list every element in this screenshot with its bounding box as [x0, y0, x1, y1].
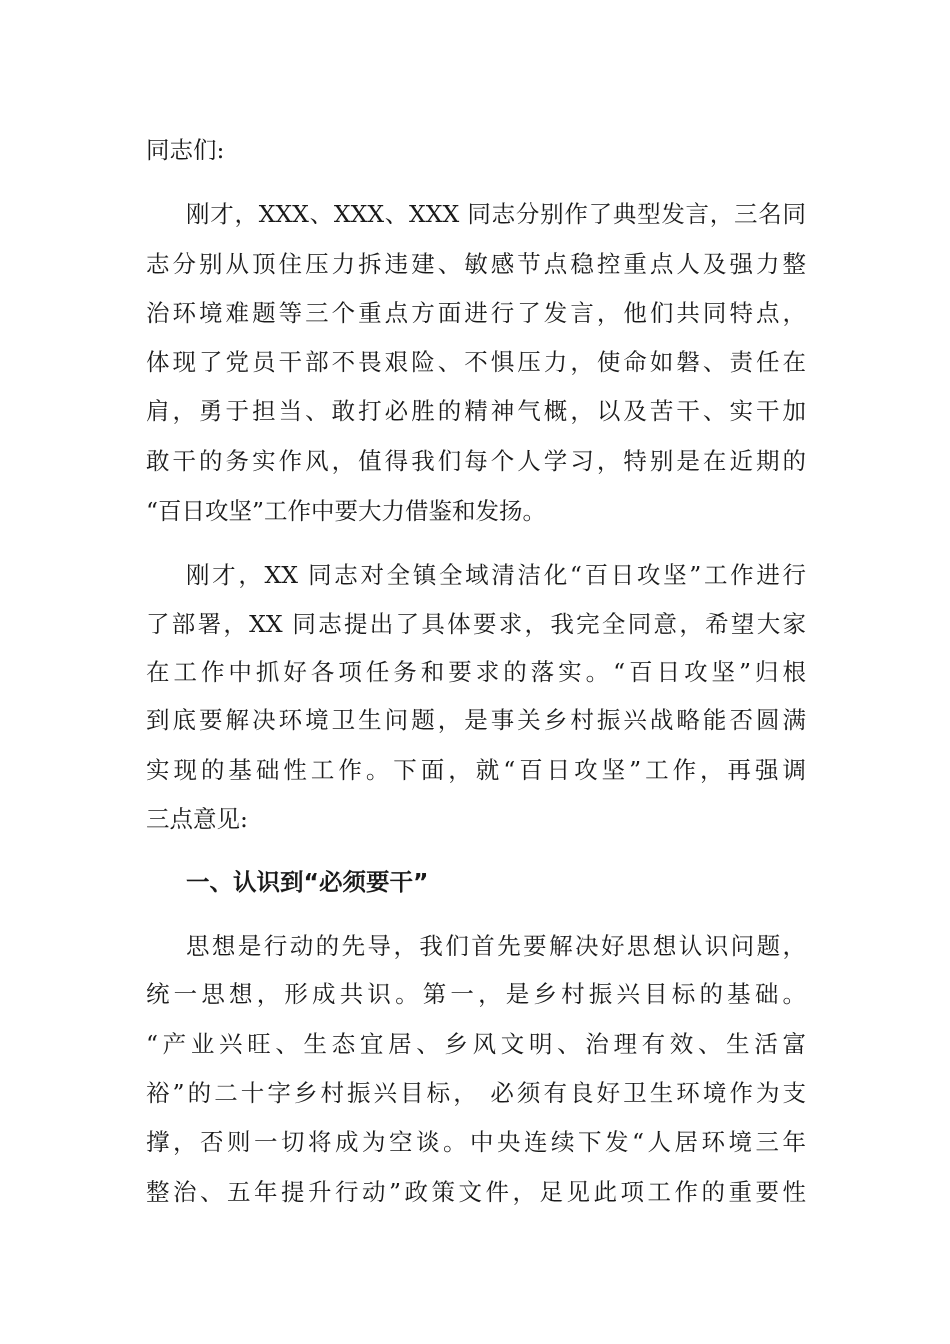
paragraph-1-line-2: 志分别从顶住压力拆违建、敏感节点稳控重点人及强力整 — [146, 250, 806, 278]
paragraph-3-line-6: 整治、五年提升行动”政策文件，足见此项工作的重要性 — [146, 1178, 806, 1206]
paragraph-2-line-6: 三点意见: — [146, 805, 248, 833]
paragraph-2-line-5: 实现的基础性工作。下面，就“百日攻坚”工作，再强调 — [146, 756, 806, 784]
paragraph-2-line-3: 在工作中抓好各项任务和要求的落实。“百日攻坚”归根 — [146, 658, 806, 686]
salutation: 同志们: — [146, 136, 225, 164]
paragraph-1-line-6: 敢干的务实作风，值得我们每个人学习，特别是在近期的 — [146, 447, 806, 475]
paragraph-3-line-1: 思想是行动的先导，我们首先要解决好思想认识问题， — [186, 932, 806, 960]
paragraph-1-line-3: 治环境难题等三个重点方面进行了发言，他们共同特点， — [146, 299, 806, 327]
paragraph-3-line-4: 裕”的二十字乡村振兴目标， 必须有良好卫生环境作为支 — [146, 1079, 806, 1107]
paragraph-2-line-1: 刚才，XX 同志对全镇全域清洁化“百日攻坚”工作进行 — [186, 561, 806, 589]
paragraph-1-line-7: “百日攻坚”工作中要大力借鉴和发扬。 — [146, 497, 547, 525]
paragraph-2-line-4: 到底要解决环境卫生问题，是事关乡村振兴战略能否圆满 — [146, 706, 806, 734]
paragraph-1-line-1: 刚才，XXX、XXX、XXX 同志分别作了典型发言，三名同 — [186, 200, 806, 228]
paragraph-2-line-2: 了部署，XX 同志提出了具体要求，我完全同意，希望大家 — [146, 610, 806, 638]
paragraph-3-line-3: “产业兴旺、生态宜居、乡风文明、治理有效、生活富 — [146, 1030, 806, 1058]
paragraph-1-line-5: 肩，勇于担当、敢打必胜的精神气概，以及苦干、实干加 — [146, 397, 806, 425]
paragraph-3-line-2: 统一思想，形成共识。第一，是乡村振兴目标的基础。 — [146, 980, 806, 1008]
paragraph-3-line-5: 撑，否则一切将成为空谈。中央连续下发“人居环境三年 — [146, 1128, 806, 1156]
section-heading-1: 一、认识到“必须要干” — [186, 868, 429, 896]
paragraph-1-line-4: 体现了党员干部不畏艰险、不惧压力，使命如磐、责任在 — [146, 348, 806, 376]
